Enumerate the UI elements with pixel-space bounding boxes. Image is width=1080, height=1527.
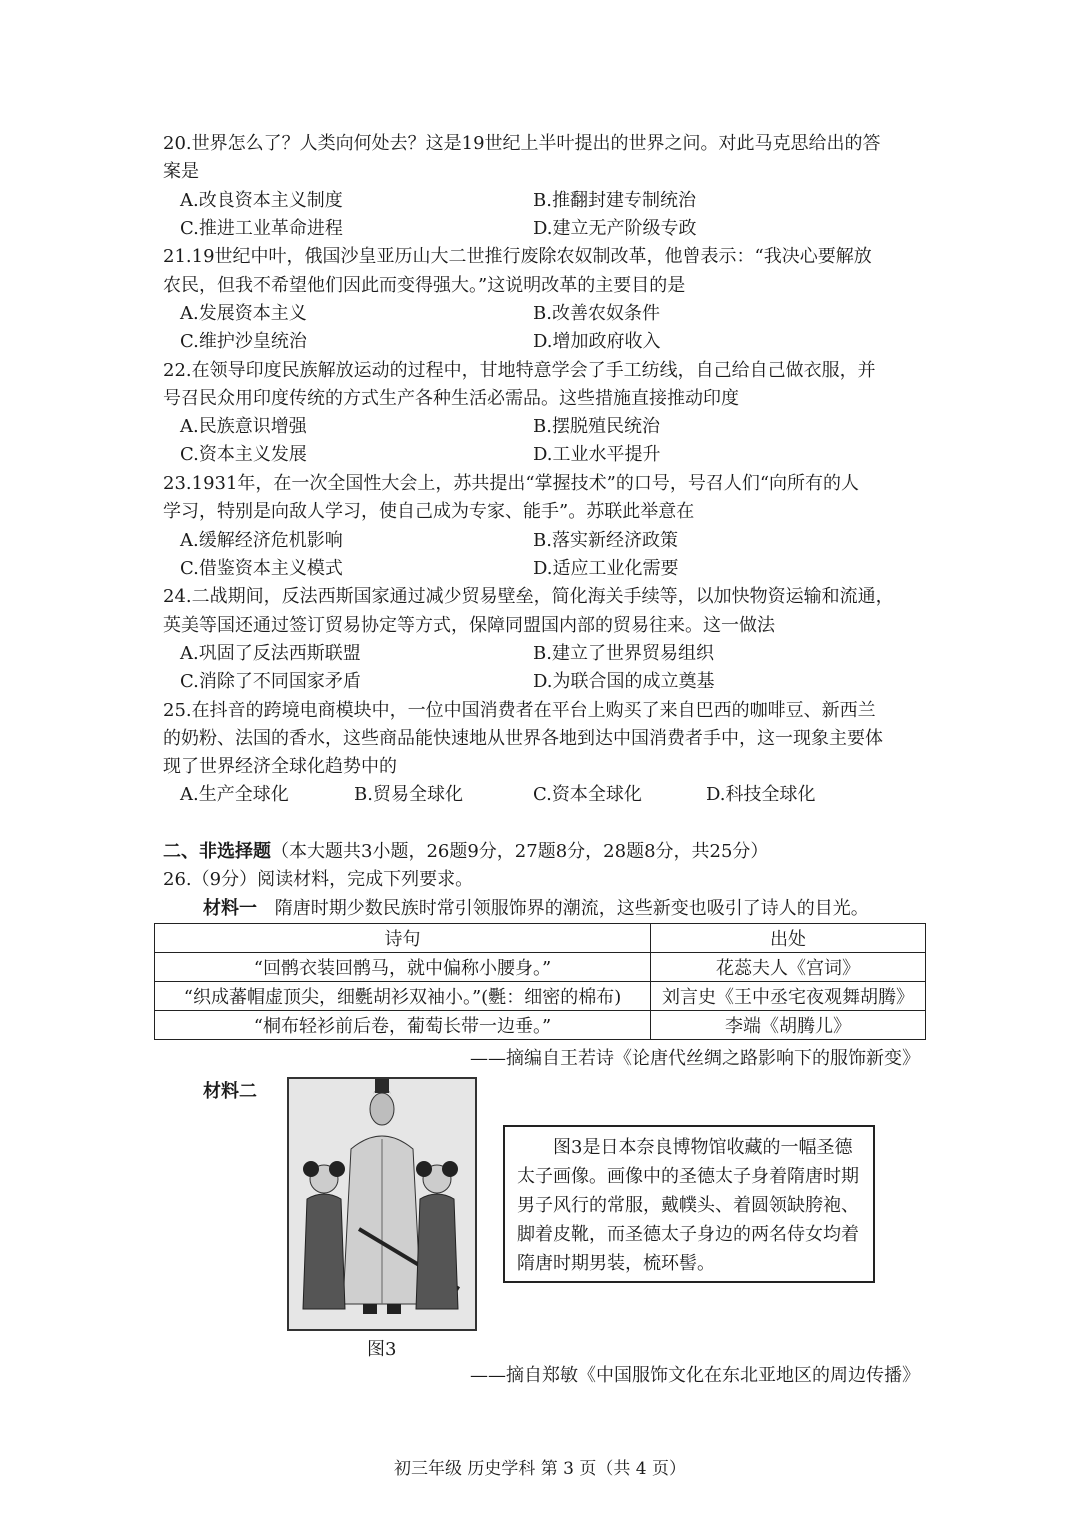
poem-cell: “桐布轻衫前后卷，葡萄长带一边垂。” [155, 1011, 651, 1040]
q25-option-d: D.科技全球化 [706, 784, 816, 805]
q26-stem: 26.（9分）阅读材料，完成下列要求。 [163, 869, 474, 890]
material1-source: ——摘编自王若诗《论唐代丝绸之路影响下的服饰新变》 [470, 1048, 920, 1069]
page-footer: 初三年级 历史学科 第 3 页（共 4 页） [393, 1459, 687, 1479]
q21-stem-line2: 农民，但我不希望他们因此而变得强大。”这说明改革的主要目的是 [163, 275, 686, 296]
poems-table [154, 923, 926, 1040]
q24-stem-line2: 英美等国还通过签订贸易协定等方式，保障同盟国内部的贸易往来。这一做法 [163, 615, 775, 636]
q23-option-b: B.落实新经济政策 [533, 530, 678, 551]
section2-title: 二、非选择题 [163, 841, 271, 862]
q22-stem-line1: 22.在领导印度民族解放运动的过程中，甘地特意学会了手工纺线，自己给自己做衣服，并 [163, 360, 876, 381]
q23-option-a: A.缓解经济危机影响 [180, 530, 343, 551]
q22-option-d: D.工业水平提升 [533, 444, 661, 465]
q25-option-c: C.资本全球化 [533, 784, 642, 805]
q20-option-d: D.建立无产阶级专政 [533, 218, 697, 239]
source-cell: 李端《胡腾儿》 [651, 1011, 926, 1040]
q20-option-a: A.改良资本主义制度 [180, 190, 343, 211]
source-cell: 花蕊夫人《宫词》 [651, 953, 926, 982]
poem-cell: “回鹘衣装回鹘马，就中偏称小腰身。” [155, 953, 651, 982]
table-header-row [155, 924, 926, 953]
poem-cell: “织成蕃帽虚顶尖，细氎胡衫双袖小。”(氎：细密的棉布) [155, 982, 651, 1011]
q22-option-a: A.民族意识增强 [180, 416, 307, 437]
header-source: 出处 [651, 924, 926, 953]
section2-info: （本大题共3小题，26题9分，27题8分，28题8分，共25分） [271, 841, 769, 862]
q20-option-c: C.推进工业革命进程 [180, 218, 343, 239]
q25-option-b: B.贸易全球化 [354, 784, 463, 805]
q25-stem-line1: 25.在抖音的跨境电商模块中，一位中国消费者在平台上购买了来自巴西的咖啡豆、新西兰 [163, 700, 876, 721]
table-row [155, 953, 926, 982]
q22-option-c: C.资本主义发展 [180, 444, 307, 465]
section2-heading [163, 838, 768, 866]
q24-option-b: B.建立了世界贸易组织 [533, 643, 714, 664]
q20-stem-line1: 20.世界怎么了？人类向何处去？这是19世纪上半叶提出的世界之问。对此马克思给出的答 [163, 133, 881, 154]
q21-option-d: D.增加政府收入 [533, 331, 661, 352]
q24-option-c: C.消除了不同国家矛盾 [180, 671, 361, 692]
prince-shotoku-portrait [287, 1077, 477, 1331]
material1-label: 材料一 [203, 898, 257, 919]
header-poem: 诗句 [155, 924, 651, 953]
material1-text: 隋唐时期少数民族时常引领服饰界的潮流，这些新变也吸引了诗人的目光。 [274, 898, 869, 919]
q25-option-a: A.生产全球化 [180, 784, 289, 805]
table-row [155, 982, 926, 1011]
q24-option-a: A.巩固了反法西斯联盟 [180, 643, 361, 664]
figure-description-text: 图3是日本奈良博物馆收藏的一幅圣德太子画像。画像中的圣德太子身着隋唐时期男子风行的常服，戴幞头、着圆领缺胯袍、脚着皮靴，而圣德太子身边的两名侍女均着隋唐时期男装，梳环髻。 [517, 1137, 859, 1274]
q21-option-a: A.发展资本主义 [180, 303, 307, 324]
portrait-illustration [289, 1079, 475, 1329]
material2-source: ——摘自郑敏《中国服饰文化在东北亚地区的周边传播》 [470, 1365, 920, 1386]
q21-option-c: C.维护沙皇统治 [180, 331, 307, 352]
q20-option-b: B.推翻封建专制统治 [533, 190, 696, 211]
q21-stem-line1: 21.19世纪中叶，俄国沙皇亚历山大二世推行废除农奴制改革，他曾表示：“我决心要解放 [163, 246, 872, 267]
q24-stem-line1: 24.二战期间，反法西斯国家通过减少贸易壁垒，简化海关手续等，以加快物资运输和流通， [163, 586, 894, 607]
q23-option-c: C.借鉴资本主义模式 [180, 558, 343, 579]
material2-label: 材料二 [203, 1081, 257, 1102]
material1-line [203, 895, 869, 923]
q23-stem-line1: 23.1931年，在一次全国性大会上，苏共提出“掌握技术”的口号，号召人们“向所有的人 [163, 473, 860, 494]
source-cell: 刘言史《王中丞宅夜观舞胡腾》 [651, 982, 926, 1011]
q23-stem-line2: 学习，特别是向敌人学习，使自己成为专家、能手”。苏联此举意在 [163, 501, 695, 522]
table-row [155, 1011, 926, 1040]
q22-stem-line2: 号召民众用印度传统的方式生产各种生活必需品。这些措施直接推动印度 [163, 388, 739, 409]
q23-option-d: D.适应工业化需要 [533, 558, 679, 579]
q24-option-d: D.为联合国的成立奠基 [533, 671, 715, 692]
figure-label: 图3 [367, 1339, 397, 1360]
figure-description-box [503, 1125, 875, 1283]
q21-option-b: B.改善农奴条件 [533, 303, 660, 324]
q20-stem-line2: 案是 [163, 161, 199, 182]
q25-stem-line3: 现了世界经济全球化趋势中的 [163, 756, 397, 777]
q22-option-b: B.摆脱殖民统治 [533, 416, 660, 437]
q25-stem-line2: 的奶粉、法国的香水，这些商品能快速地从世界各地到达中国消费者手中，这一现象主要体 [163, 728, 883, 749]
